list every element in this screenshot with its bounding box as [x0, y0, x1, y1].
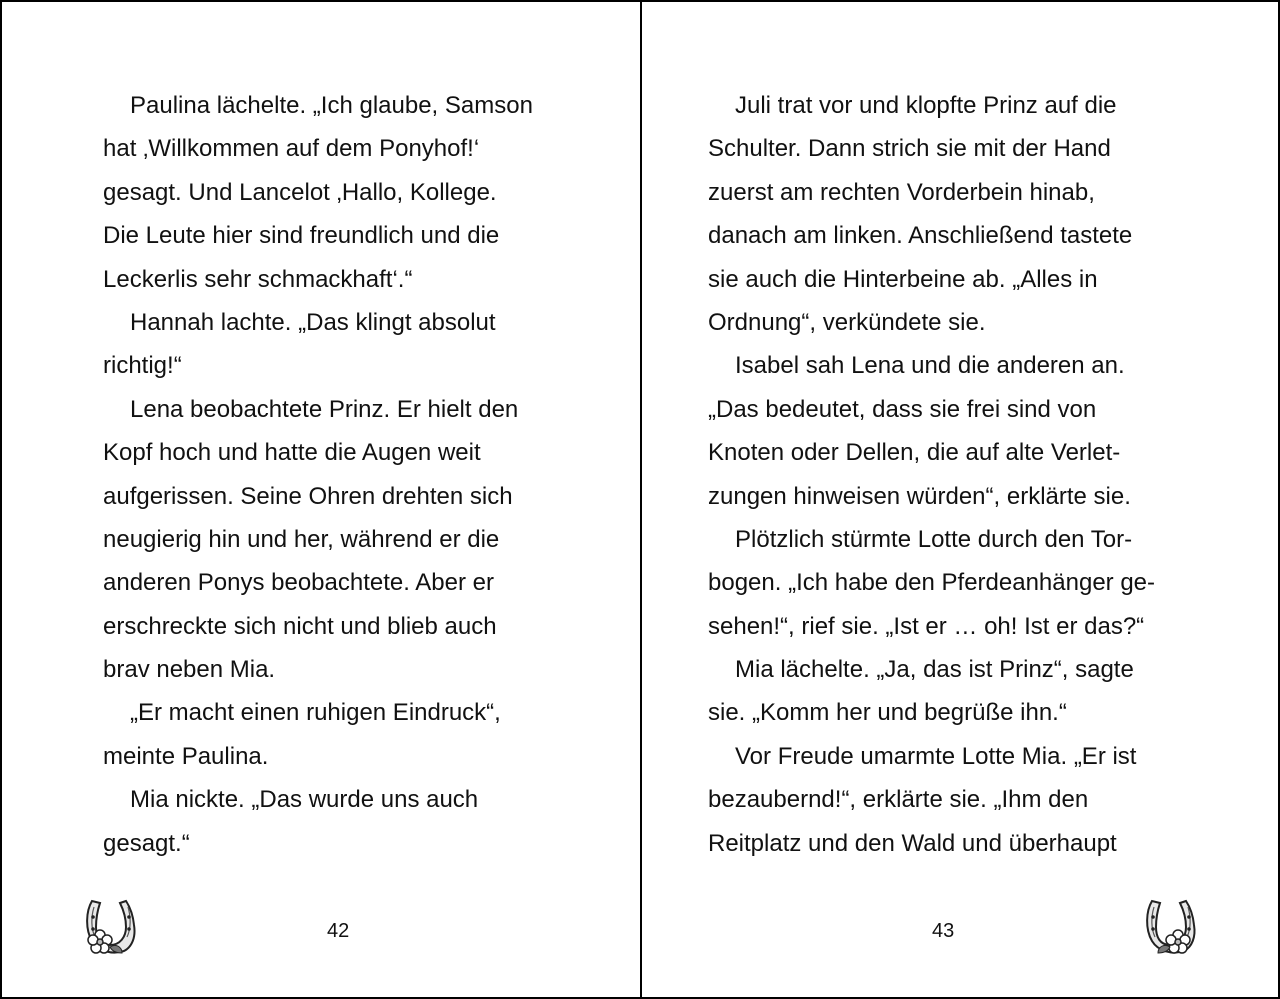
text-line: Mia lächelte. „Ja, das ist Prinz“, sagte — [735, 656, 1134, 684]
text-line: neugierig hin und her, während er die — [103, 525, 500, 553]
text-line: Plötzlich stürmte Lotte durch den Tor- — [735, 525, 1133, 553]
text-line: zuerst am rechten Vorderbein hinab, — [708, 178, 1095, 206]
text-line: Ordnung“, verkündete sie. — [708, 308, 986, 336]
page-42-text — [103, 84, 533, 865]
text-line: meinte Paulina. — [103, 742, 269, 770]
horseshoe-flower-icon — [80, 895, 140, 959]
text-line: „Er macht einen ruhigen Eindruck“, — [130, 699, 501, 727]
page-number: 43 — [932, 920, 955, 942]
horseshoe-flower-icon — [1140, 895, 1200, 959]
text-line: gesagt.“ — [103, 829, 190, 857]
text-line: Vor Freude umarmte Lotte Mia. „Er ist — [735, 742, 1137, 770]
text-line: Paulina lächelte. „Ich glaube, Samson — [130, 92, 533, 119]
text-line: Knoten oder Dellen, die auf alte Verlet- — [708, 439, 1121, 467]
text-line: „Das bedeutet, dass sie frei sind von — [708, 395, 1097, 423]
page-42 — [2, 2, 638, 997]
text-line: Schulter. Dann strich sie mit der Hand — [708, 135, 1111, 163]
text-line: Hannah lachte. „Das klingt absolut — [130, 308, 496, 336]
page-43 — [642, 2, 1278, 997]
text-line: bogen. „Ich habe den Pferdeanhänger ge- — [708, 569, 1156, 597]
text-line: Lena beobachtete Prinz. Er hielt den — [130, 395, 519, 423]
text-line: brav neben Mia. — [103, 656, 276, 684]
text-line: gesagt. Und Lancelot ‚Hallo, Kollege. — [103, 178, 497, 206]
page-43-text — [708, 84, 1155, 865]
text-line: richtig!“ — [103, 352, 182, 380]
text-line: aufgerissen. Seine Ohren drehten sich — [103, 482, 513, 510]
text-line: Juli trat vor und klopfte Prinz auf die — [735, 92, 1117, 119]
text-line: sehen!“, rief sie. „Ist er … oh! Ist er das?“ — [708, 612, 1145, 640]
text-line: Reitplatz und den Wald und überhaupt — [708, 829, 1117, 857]
text-line: Isabel sah Lena und die anderen an. — [735, 352, 1125, 380]
text-line: bezaubernd!“, erklärte sie. „Ihm den — [708, 786, 1089, 814]
text-line: erschreckte sich nicht und blieb auch — [103, 612, 497, 640]
text-line: sie auch die Hinterbeine ab. „Alles in — [708, 265, 1098, 293]
text-line: Die Leute hier sind freundlich und die — [103, 222, 500, 250]
text-line: anderen Ponys beobachtete. Aber er — [103, 569, 494, 597]
text-line: sie. „Komm her und begrüße ihn.“ — [708, 699, 1067, 727]
text-line: danach am linken. Anschließend tastete — [708, 222, 1133, 250]
page-number: 42 — [327, 920, 350, 942]
text-line: Mia nickte. „Das wurde uns auch — [130, 786, 479, 814]
text-line: zungen hinweisen würden“, erklärte sie. — [708, 482, 1131, 510]
text-line: hat ‚Willkommen auf dem Ponyhof!‘ — [103, 135, 480, 163]
text-line: Leckerlis sehr schmackhaft‘.“ — [103, 265, 413, 293]
text-line: Kopf hoch und hatte die Augen weit — [103, 439, 481, 467]
